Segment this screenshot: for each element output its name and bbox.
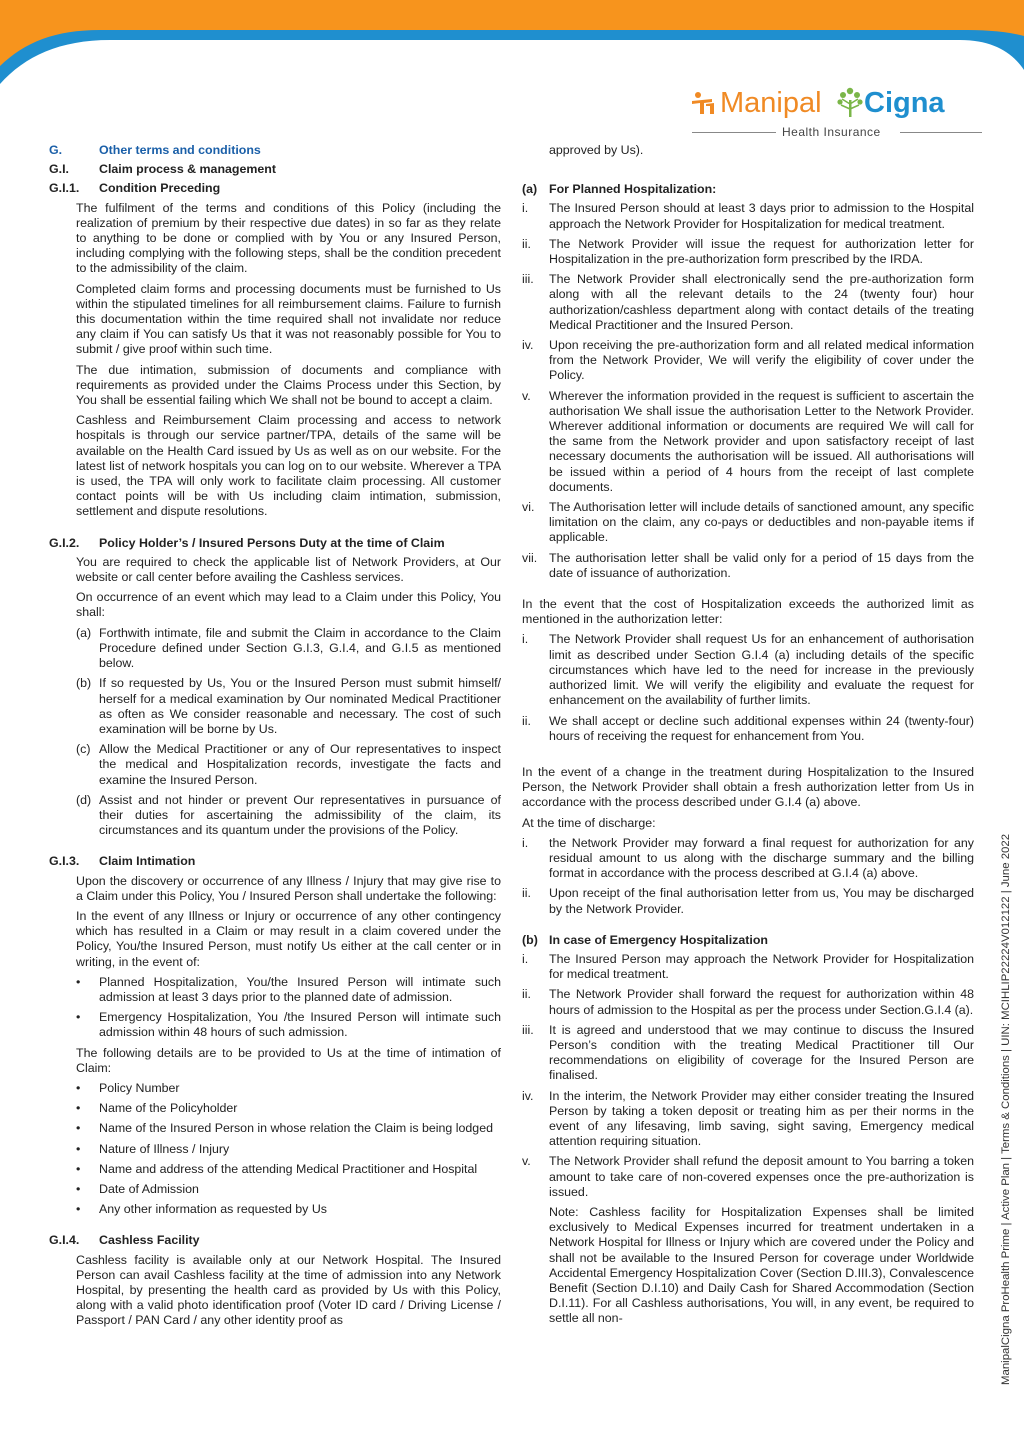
manipal-cigna-logo bbox=[690, 86, 990, 142]
list-item bbox=[49, 626, 501, 672]
bullet-icon: • bbox=[76, 1080, 81, 1095]
bullet-icon: • bbox=[76, 1202, 81, 1217]
paragraph: The fulfilment of the terms and conditions of this Policy (including the realization of premium by their respective due dates) in so far as they relate to anything to be done or complied with by You or any Insured Person, including complying with the following steps, shall be the condition precedent to the admissibility of the claim. bbox=[76, 200, 501, 276]
list-item bbox=[522, 1023, 974, 1084]
list-item bbox=[522, 1089, 974, 1150]
note-text: Note: Cashless facility for Hospitalization Expenses shall be limited exclusively to Medical Expenses incurred for treatment undertaken in a Network Hospital for Illness or Injury which are covered under the Policy and shall not be available to the Insured Person for coverage under Worldwide Accidental Emergency Hospitalization Cover (Section D.III.3), Convalescence Benefit (Section D.I.10) and Daily Cash for Shared Accommodation (Section D.I.11). For all Cashless authorisations, You will, in any event, be required to settle all non- bbox=[549, 1204, 974, 1326]
heading-number: G.I.3. bbox=[49, 854, 80, 869]
bullet-icon: • bbox=[76, 1161, 81, 1176]
subheading-text: For Planned Hospitalization: bbox=[549, 182, 717, 197]
heading-g bbox=[49, 143, 501, 158]
list-label: ii. bbox=[522, 886, 531, 901]
bullet-icon: • bbox=[76, 1101, 81, 1116]
bullet-item bbox=[49, 1010, 501, 1040]
heading-text: Claim process & management bbox=[99, 162, 276, 177]
heading-g13 bbox=[49, 854, 501, 869]
list-item bbox=[522, 338, 974, 384]
list-label: v. bbox=[522, 1154, 531, 1169]
subheading-label: (a) bbox=[522, 182, 538, 197]
list-text: Policy Number bbox=[99, 1080, 180, 1095]
list-label: iii. bbox=[522, 1022, 534, 1037]
heading-number: G.I.1. bbox=[49, 181, 80, 196]
heading-g11 bbox=[49, 181, 501, 196]
list-label: i. bbox=[522, 951, 529, 966]
list-text: Upon receipt of the final authorisation letter from us, You may be discharged by the Network Provider. bbox=[549, 886, 974, 916]
heading-number: G.I. bbox=[49, 162, 69, 177]
list-label: (d) bbox=[76, 792, 92, 807]
bullet-icon: • bbox=[76, 1141, 81, 1156]
list-item bbox=[522, 500, 974, 546]
list-label: ii. bbox=[522, 236, 531, 251]
list-item bbox=[522, 836, 974, 882]
heading-number: G.I.4. bbox=[49, 1233, 80, 1248]
list-label: i. bbox=[522, 201, 529, 216]
list-item bbox=[49, 676, 501, 737]
paragraph: Cashless facility is available only at our Network Hospital. The Insured Person can avail Cashless facility at the time of admission into any Network Hospital, by presenting the health card as provided by Us with this Policy, along with a valid photo identification proof (Voter ID card / Driving License / Passport / PAN Card / any other identity proof as bbox=[76, 1252, 501, 1328]
list-text: The Authorisation letter will include details of sanctioned amount, any specific limitation on the claim, any co-pays or deductibles and non-payable items if applicable. bbox=[549, 500, 974, 545]
list-label: (b) bbox=[76, 676, 92, 691]
tree-icon bbox=[837, 86, 863, 118]
list-item bbox=[522, 714, 974, 744]
list-text: We shall accept or decline such additional expenses within 24 (twenty-four) hours of receiving the request for enhancement from You. bbox=[549, 713, 974, 743]
subheading-label: (b) bbox=[522, 932, 538, 947]
paragraph: In the event of a change in the treatment during Hospitalization to the Insured Person, the Network Provider shall obtain a fresh authorization letter from Us in accordance with the process described under G.I.4 (a) above. bbox=[522, 764, 974, 810]
tagline-text: Health Insurance bbox=[782, 125, 881, 139]
list-label: vi. bbox=[522, 500, 535, 515]
subheading-b bbox=[522, 933, 974, 948]
paragraph: On occurrence of an event which may lead to a Claim under this Policy, You shall: bbox=[76, 590, 501, 620]
list-text: The Network Provider shall electronically send the pre-authorization form along with all the relevant details to the 24 (twenty four) hour authorization/cashless department along with contact details of the treating Medical Practitioner and the Insured Person. bbox=[549, 272, 974, 332]
list-text: The Insured Person may approach the Network Provider for Hospitalization for medical treatment. bbox=[549, 951, 974, 982]
list-text: Any other information as requested by Us bbox=[99, 1202, 327, 1217]
bullet-item bbox=[49, 1101, 501, 1116]
bullet-item bbox=[49, 1162, 501, 1177]
bullet-item bbox=[49, 1142, 501, 1157]
list-text: Planned Hospitalization, You/the Insured Person will intimate such admission at least 3 days prior to the planned date of admission. bbox=[99, 974, 501, 1004]
list-text: The Network Provider shall refund the deposit amount to You barring a token amount to take care of non-covered expenses once the pre-authorization is issued. bbox=[549, 1154, 974, 1199]
list-label: v. bbox=[522, 388, 531, 403]
list-item bbox=[522, 272, 974, 333]
list-text: Nature of Illness / Injury bbox=[99, 1141, 230, 1156]
list-item bbox=[49, 793, 501, 839]
list-label: ii. bbox=[522, 713, 531, 728]
paragraph: You are required to check the applicable list of Network Providers, at Our website or call center before availing the Cashless services. bbox=[76, 554, 501, 585]
list-label: vii. bbox=[522, 550, 538, 565]
list-text: Wherever the information provided in the request is sufficient to ascertain the authorisation We shall issue the authorisation Letter to the Network Provider. Wherever additional information or documents are required We will call for the same from the Network provider and upon satisfactory receipt of last necessary documents the authorisation will be issued. All authorisations will be issued within a period of 4 hours from the receipt of last complete documents. bbox=[549, 388, 974, 494]
list-text: Date of Admission bbox=[99, 1181, 199, 1196]
list-text: Allow the Medical Practitioner or any of Our representatives to inspect the medical and Hospitalization records, investigate the facts and examine the Insured Person. bbox=[99, 742, 501, 787]
continued-text: approved by Us). bbox=[549, 143, 644, 157]
logo-brand-cigna: Cigna bbox=[864, 87, 945, 119]
bullet-icon: • bbox=[76, 1181, 81, 1196]
side-footer-text: ManipalCigna ProHealth Prime | Active Plan | Terms & Conditions | UIN: MCIHLIP22224V012122 | June 2022 bbox=[1000, 833, 1012, 1385]
list-text: In the interim, the Network Provider may either consider treating the Insured Person by taking a token deposit or treating him as per their norms in the event of any lifesaving, limb saving, sight saving, Emergency medical attention requiring situation. bbox=[549, 1088, 974, 1149]
list-label: iii. bbox=[522, 272, 534, 287]
bullet-item bbox=[49, 1202, 501, 1217]
list-label: iv. bbox=[522, 1088, 534, 1103]
paragraph: The due intimation, submission of documents and compliance with requirements as provided under the Claims Process under this Section, by You shall be essential failing which We shall not be bound to accept a claim. bbox=[76, 362, 501, 408]
right-column bbox=[522, 143, 974, 1332]
list-text: The authorisation letter shall be valid only for a period of 15 days from the date of issuance of authorization. bbox=[549, 550, 974, 580]
list-text: Name of the Policyholder bbox=[99, 1101, 238, 1116]
list-label: (c) bbox=[76, 742, 91, 757]
list-item bbox=[522, 551, 974, 581]
heading-text: Condition Preceding bbox=[99, 181, 221, 196]
list-item bbox=[522, 1154, 974, 1200]
list-label: (a) bbox=[76, 625, 92, 640]
list-item bbox=[522, 987, 974, 1017]
paragraph: In the event of any Illness or Injury or occurrence of any other contingency which has resulted in a Claim or may result in a claim covered under the Policy, You/the Insured Person, must notify Us either at the call center or in writing, in the event of: bbox=[76, 908, 501, 969]
list-text: It is agreed and understood that we may continue to discuss the Insured Person’s condition with the treating Medical Practitioner till Our recommendations on eligibility of coverage for the Insured Person are finalised. bbox=[549, 1022, 974, 1083]
list-text: Name and address of the attending Medical Practitioner and Hospital bbox=[99, 1161, 478, 1176]
list-text: The Network Provider will issue the request for authorization letter for Hospitalization in the pre-authorization form prescribed by the IRDA. bbox=[549, 236, 974, 267]
list-text: Forthwith intimate, file and submit the Claim in accordance to the Claim Procedure defined under Section G.I.3, G.I.4, and G.I.5 as mentioned below. bbox=[99, 625, 501, 671]
list-label: i. bbox=[522, 632, 529, 647]
bullet-item bbox=[49, 1182, 501, 1197]
bullet-item bbox=[49, 1121, 501, 1136]
subheading-a bbox=[522, 182, 974, 197]
bullet-icon: • bbox=[76, 1121, 81, 1136]
bullet-icon: • bbox=[76, 1010, 81, 1025]
left-column bbox=[49, 143, 501, 1334]
list-item bbox=[522, 632, 974, 708]
list-label: iv. bbox=[522, 338, 534, 353]
heading-number: G.I.2. bbox=[49, 535, 80, 550]
list-text: Name of the Insured Person in whose relation the Claim is being lodged bbox=[99, 1121, 493, 1136]
list-text: the Network Provider may forward a final request for authorization for any residual amount to us along with the discharge summary and the billing format in accordance with the process described at G.I.4 (a) above. bbox=[549, 835, 974, 881]
list-text: If so requested by Us, You or the Insured Person must submit himself/ herself for a medical examination by Our nominated Medical Practitioner as often as We consider reasonable and necessary. The cost of such examination will be borne by Us. bbox=[99, 676, 501, 736]
logo-brand-manipal: Manipal bbox=[720, 87, 822, 119]
heading-text: Claim Intimation bbox=[99, 854, 196, 869]
list-text: The Insured Person should at least 3 days prior to admission to the Hospital approach the Network Provider for Hospitalization for medical treatment. bbox=[549, 201, 974, 231]
paragraph: The following details are to be provided to Us at the time of intimation of Claim: bbox=[76, 1045, 501, 1075]
heading-g12 bbox=[49, 536, 501, 551]
heading-number: G. bbox=[49, 143, 63, 157]
heading-text: Other terms and conditions bbox=[99, 143, 261, 157]
list-text: The Network Provider shall forward the request for authorization within 48 hours of admission to the Hospital as per the process under Section.G.I.4 (a). bbox=[549, 987, 974, 1017]
list-text: The Network Provider shall request Us for an enhancement of authorisation limit as described under Section G.I.4 (a) including details of the specific circumstances which have led to the need for increase in the previously authorized limit. We will verify the eligibility and evaluate the request for enhancement on the availability of further limits. bbox=[549, 632, 974, 708]
list-item bbox=[522, 952, 974, 982]
heading-text: Policy Holder’s / Insured Persons Duty at the time of Claim bbox=[99, 535, 445, 550]
bullet-item bbox=[49, 1081, 501, 1096]
list-item bbox=[522, 201, 974, 231]
bullet-item bbox=[49, 975, 501, 1005]
heading-g1 bbox=[49, 162, 501, 177]
list-label: i. bbox=[522, 835, 529, 850]
list-item bbox=[49, 742, 501, 788]
list-text: Emergency Hospitalization, You /the Insured Person will intimate such admission within 48 hours of such admission. bbox=[99, 1010, 501, 1040]
paragraph: Cashless and Reimbursement Claim processing and access to network hospitals is through our service partner/TPA, details of the same will be available on the Health Card issued by Us as well as on our website. For the latest list of network hospitals you can log on to our website. Wherever a TPA is used, the TPA will only work to facilitate claim processing. All customer contact points will be with Us including claim intimation, submission, settlement and dispute resolutions. bbox=[76, 413, 501, 519]
subheading-text: In case of Emergency Hospitalization bbox=[549, 932, 768, 947]
paragraph: In the event that the cost of Hospitalization exceeds the authorized limit as mentioned in the authorization letter: bbox=[522, 597, 974, 627]
paragraph: Completed claim forms and processing documents must be furnished to Us within the stipulated timelines for all reimbursement claims. Failure to furnish this documentation within the time required shall not invalidate nor reduce any claim if You can satisfy Us that it was not reasonably possible for You to submit / give proof within such time. bbox=[76, 281, 501, 357]
list-item bbox=[522, 389, 974, 495]
paragraph: At the time of discharge: bbox=[522, 815, 656, 830]
list-text: Assist and not hinder or prevent Our representatives in pursuance of their duties for ascertaining the admissibility of the claim, its circumstances and its quantum under the provisions of the Policy. bbox=[99, 792, 501, 838]
note-paragraph bbox=[522, 1205, 974, 1327]
heading-g14 bbox=[49, 1233, 501, 1248]
list-item bbox=[522, 886, 974, 916]
list-label: ii. bbox=[522, 987, 531, 1002]
logo-tagline bbox=[690, 125, 982, 139]
paragraph: Upon the discovery or occurrence of any Illness / Injury that may give rise to a Claim under this Policy, You / Insured Person shall undertake the following: bbox=[76, 873, 501, 903]
bullet-icon: • bbox=[76, 974, 81, 989]
list-text: Upon receiving the pre-authorization form and all related medical information from the Network Provider, We will verify the eligibility of cover under the Policy. bbox=[549, 338, 974, 383]
list-item bbox=[522, 237, 974, 267]
heading-text: Cashless Facility bbox=[99, 1233, 200, 1248]
